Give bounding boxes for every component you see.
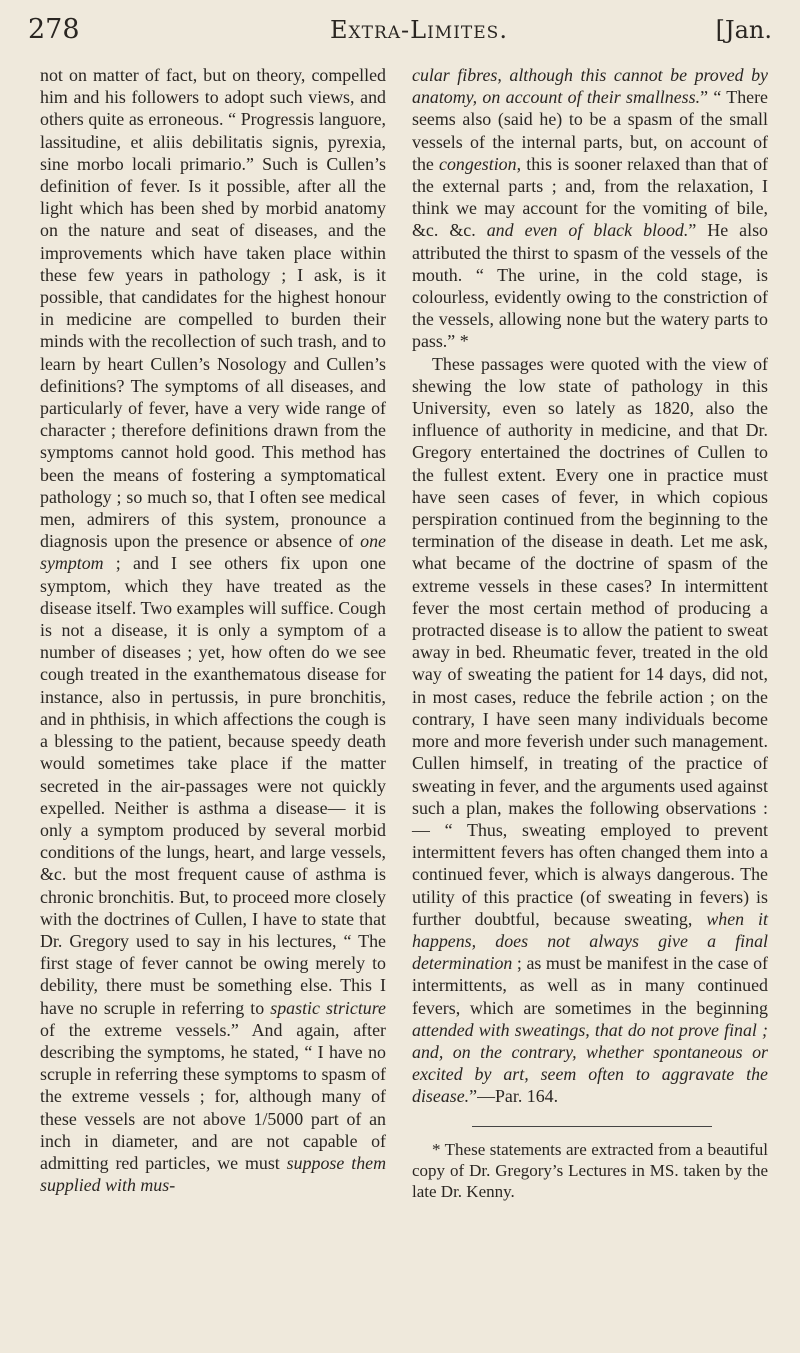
footnote-rule [472, 1126, 712, 1127]
italic-text-run: one symptom [40, 531, 386, 574]
right-paragraph-2 [412, 353, 768, 1108]
text-run: ; as must be manifest in the case of intermittents, as well as in many continued fevers, which are sometimes in the beginning [412, 953, 768, 1018]
page-number: 278 [28, 14, 80, 45]
text-run: These passages were quoted with the view of shewing the low state of pathology in this University, even so lately as 1820, also the influence of authority in medicine, and that Dr. Gregory entertained the doctrines of Cullen to the fullest extent. Every one in practice must have seen cases of fever, in which copious perspiration continued from the beginning to the termination of the disease in death. Let me ask, what became of the doctrine of spasm of the extreme vessels in these cases? In intermittent fever the most certain method of producing a protracted disease is to allow the patient to sweat away in bed. Rheumatic fever, treated in the old way of sweating the patient for 14 days, did not, in most cases, reduce the febrile action ; on the contrary, I have seen many individuals become more and more feverish under such management. Cullen himself, in treating of the practice of sweating in fever, and the arguments used against such a plan, makes the following observations :— “ Thus, sweating employed to prevent intermittent fevers has often changed them into a continued fever, which is always dangerous. The utility of this practice (of sweating in fevers) is further doubtful, because sweating, [412, 353, 768, 929]
left-paragraph-1 [40, 64, 386, 1196]
text-run: ” “ There seems also (said he) to be a spasm of the small vessels of the internal parts, but, on account of the [412, 87, 769, 174]
right-column [412, 64, 768, 1202]
text-run: ” He also attributed the thirst to spasm of the vessels of the mouth. “ The urine, in the cold stage, is colourless, evidently owing to the constriction of the vessels, allowing none but the watery parts to pass.” * [412, 220, 768, 352]
italic-text-run: suppose them supplied with mus- [40, 1152, 386, 1196]
text-run: not on matter of fact, but on theory, compelled him and his followers to adopt such views, and others quite as erroneous. “ Progressis languore, lassitudine, et aliis debilitatis signis, pyrexia, sine morbo locali primario.” Such is Cullen’s definition of fever. Is it possible, after all the light which has been shed by morbid anatomy on the nature and seat of diseases, and the improvements which have taken place within these few years in pathology ; I ask, is it possible, that candidates for the highest honour in medicine are compelled to burden their minds with the recollection of such trash, and to learn by heart Cullen’s Nosology and Cullen’s definitions? The symptoms of all diseases, and particularly of fever, have a very wide range of character ; therefore definitions drawn from the symptoms cannot hold good. This method has been the means of fostering a symptomatical pathology ; so much so, that I often see medical men, admirers of this system, pronounce a diagnosis upon the presence or absence of [40, 65, 386, 552]
italic-text-run: cular fibres, although this cannot be proved by anatomy, on account of their smallness. [412, 65, 768, 108]
issue-month: [Jan. [715, 16, 772, 44]
text-run: ; and I see others fix upon one symptom, which they have treated as the disease itself. Two examples will suffice. Cough is not a disease, it is only a symptom of a number of diseases ; yet, how often do we see cough treated in the exanthematous disease for instance, also in pertussis, in pure bronchitis, and in phthisis, in which affections the cough is a blessing to the patient, because speedy death would sometimes take place if the matter secreted in the air-passages were not quickly expelled. Neither is asthma a disease— it is only a symptom produced by several morbid conditions of the lungs, heart, and large vessels, &c. but the most frequent cause of asthma is chronic bronchitis. But, to proceed more closely with the doctrines of Cullen, I have to state that Dr. Gregory used to say in his lectures, “ The first stage of fever cannot be owing merely to debility, there must be something else. This I have no scruple in referring to [40, 553, 386, 1018]
italic-text-run: attended with sweatings, that do not prove final ; and, on the contrary, whether spontaneous or excited by art, seem often to aggravate the disease. [412, 1019, 768, 1107]
italic-text-run: spastic stricture [270, 997, 386, 1018]
right-paragraph-1 [412, 64, 768, 353]
italic-text-run: congestion [439, 153, 517, 174]
text-run: , this is sooner relaxed than that of the external parts ; and, from the relaxation, I think we may account for the vomiting of bile, &c. &c. [412, 153, 768, 241]
italic-text-run: and even of black blood. [486, 220, 689, 241]
text-run: of the extreme vessels.” And again, after describing the symptoms, he stated, “ I have no scruple in referring these symptoms to spasm of the extreme vessels ; for, although many of these vessels are not above 1/5000 part of an inch in diameter, and are not capable of admitting red particles, we must [40, 1019, 386, 1173]
text-run: ”—Par. 164. [469, 1086, 559, 1107]
page-header [28, 14, 780, 54]
italic-text-run: when it happens, does not always give a final determination [412, 908, 768, 974]
left-column [40, 64, 386, 1196]
running-head: Extra-Limites. [330, 16, 508, 44]
footnote: * These statements are extracted from a beautiful copy of Dr. Gregory’s Lectures in MS. taken by the late Dr. Kenny. [412, 1139, 768, 1201]
